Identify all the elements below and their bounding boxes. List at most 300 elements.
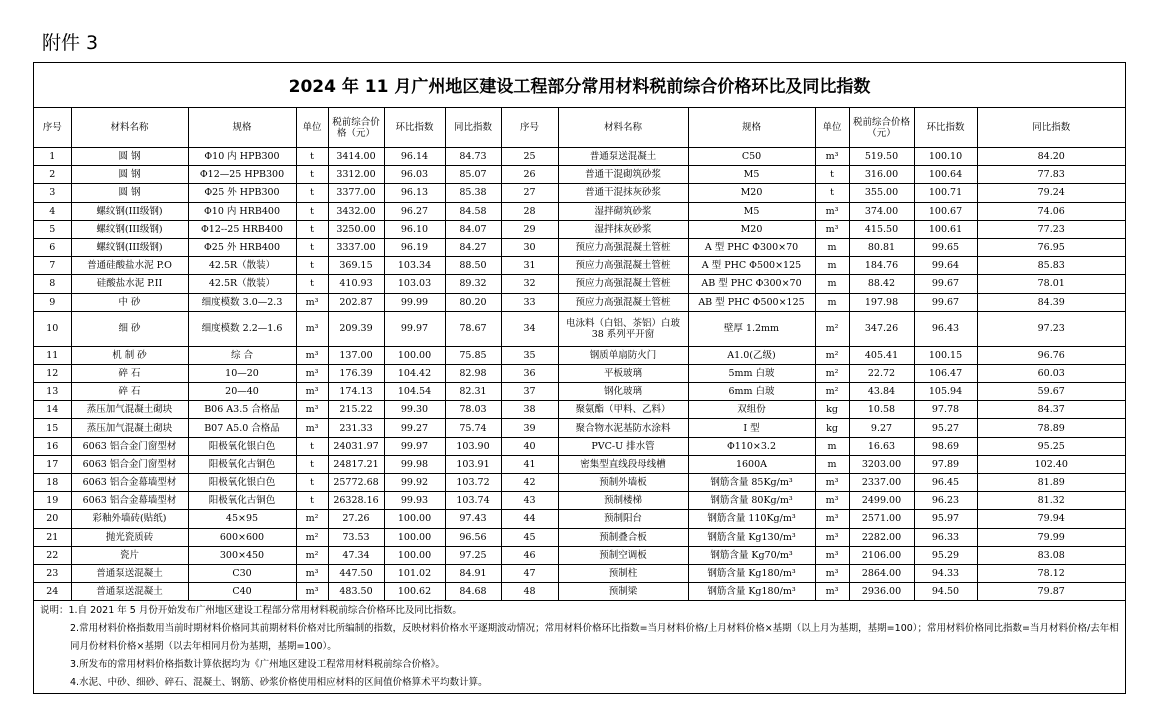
cell-material-name: 预应力高强混凝土管桩 [558, 238, 688, 256]
cell-mom-index: 99.92 [384, 474, 445, 492]
table-row [34, 184, 1125, 202]
cell-spec: 钢筋含量 Kg180/m³ [688, 564, 815, 582]
cell-index: 21 [34, 528, 71, 546]
cell-spec: 钢筋含量 110Kg/m³ [688, 510, 815, 528]
cell-unit: m² [296, 528, 328, 546]
cell-index: 8 [34, 275, 71, 293]
cell-yoy-index: 96.76 [977, 346, 1125, 364]
cell-mom-index: 100.00 [384, 546, 445, 564]
cell-yoy-index: 84.37 [977, 401, 1125, 419]
price-index-document [33, 62, 1126, 694]
cell-mom-index: 104.54 [384, 383, 445, 401]
table-row [34, 455, 1125, 473]
cell-material-name: 预制柱 [558, 564, 688, 582]
header-spec: 规格 [188, 108, 296, 148]
cell-unit: m³ [815, 220, 849, 238]
cell-yoy-index: 74.06 [977, 202, 1125, 220]
table-row [34, 546, 1125, 564]
cell-unit: m³ [815, 148, 849, 166]
cell-unit: m³ [815, 510, 849, 528]
table-row [34, 346, 1125, 364]
cell-yoy-index: 84.27 [445, 238, 501, 256]
header-price: 税前综合价格（元） [328, 108, 384, 148]
cell-unit: m³ [296, 583, 328, 601]
cell-yoy-index: 97.25 [445, 546, 501, 564]
cell-yoy-index: 80.20 [445, 293, 501, 311]
cell-price: 26328.16 [328, 492, 384, 510]
cell-material-name: 预应力高强混凝土管桩 [558, 257, 688, 275]
cell-spec: 壁厚 1.2mm [688, 311, 815, 346]
cell-mom-index: 96.23 [914, 492, 977, 510]
cell-unit: m³ [296, 346, 328, 364]
cell-index: 1 [34, 148, 71, 166]
cell-yoy-index: 88.50 [445, 257, 501, 275]
cell-material-name: 预制楼梯 [558, 492, 688, 510]
cell-index: 27 [501, 184, 558, 202]
cell-yoy-index: 96.56 [445, 528, 501, 546]
cell-mom-index: 95.29 [914, 546, 977, 564]
cell-yoy-index: 97.23 [977, 311, 1125, 346]
cell-index: 19 [34, 492, 71, 510]
cell-price: 174.13 [328, 383, 384, 401]
cell-mom-index: 99.98 [384, 455, 445, 473]
cell-price: 10.58 [849, 401, 914, 419]
cell-spec: 阳极氧化古铜色 [188, 492, 296, 510]
table-row [34, 419, 1125, 437]
cell-price: 80.81 [849, 238, 914, 256]
cell-unit: m² [815, 383, 849, 401]
cell-unit: kg [815, 419, 849, 437]
cell-material-name: 预制梁 [558, 583, 688, 601]
cell-material-name: 圆 钢 [71, 148, 188, 166]
cell-yoy-index: 79.24 [977, 184, 1125, 202]
cell-spec: 钢筋含量 Kg70/m³ [688, 546, 815, 564]
header-index: 序号 [34, 108, 71, 148]
notes-section [34, 601, 1125, 692]
header-price: 税前综合价格（元） [849, 108, 914, 148]
cell-spec: A 型 PHC Φ300×70 [688, 238, 815, 256]
cell-material-name: 聚合物水泥基防水涂料 [558, 419, 688, 437]
cell-spec: Φ25 外 HPB300 [188, 184, 296, 202]
cell-material-name: 6063 铝合金幕墙型材 [71, 492, 188, 510]
cell-price: 73.53 [328, 528, 384, 546]
cell-yoy-index: 78.03 [445, 401, 501, 419]
table-row [34, 492, 1125, 510]
cell-price: 176.39 [328, 364, 384, 382]
cell-unit: m² [815, 364, 849, 382]
cell-index: 15 [34, 419, 71, 437]
cell-spec: 阳极氧化古铜色 [188, 455, 296, 473]
cell-price: 519.50 [849, 148, 914, 166]
cell-price: 9.27 [849, 419, 914, 437]
cell-spec: 6mm 白玻 [688, 383, 815, 401]
cell-unit: m³ [815, 564, 849, 582]
cell-mom-index: 100.64 [914, 166, 977, 184]
cell-yoy-index: 78.12 [977, 564, 1125, 582]
cell-unit: t [296, 220, 328, 238]
cell-mom-index: 100.62 [384, 583, 445, 601]
cell-index: 22 [34, 546, 71, 564]
cell-price: 3377.00 [328, 184, 384, 202]
cell-unit: m³ [815, 474, 849, 492]
cell-index: 37 [501, 383, 558, 401]
cell-unit: t [296, 166, 328, 184]
header-mom-index: 环比指数 [384, 108, 445, 148]
cell-index: 25 [501, 148, 558, 166]
cell-unit: m³ [296, 564, 328, 582]
cell-spec: 1600A [688, 455, 815, 473]
cell-price: 43.84 [849, 383, 914, 401]
cell-index: 11 [34, 346, 71, 364]
cell-spec: 45×95 [188, 510, 296, 528]
cell-yoy-index: 89.32 [445, 275, 501, 293]
cell-mom-index: 99.27 [384, 419, 445, 437]
cell-price: 2936.00 [849, 583, 914, 601]
cell-material-name: 平板玻璃 [558, 364, 688, 382]
cell-spec: M20 [688, 220, 815, 238]
cell-mom-index: 99.30 [384, 401, 445, 419]
cell-mom-index: 97.89 [914, 455, 977, 473]
cell-spec: AB 型 PHC Φ500×125 [688, 293, 815, 311]
cell-mom-index: 96.14 [384, 148, 445, 166]
cell-price: 3203.00 [849, 455, 914, 473]
cell-index: 40 [501, 437, 558, 455]
cell-index: 26 [501, 166, 558, 184]
table-row [34, 474, 1125, 492]
cell-material-name: 普通泵送混凝土 [71, 583, 188, 601]
cell-yoy-index: 84.58 [445, 202, 501, 220]
cell-price: 22.72 [849, 364, 914, 382]
cell-index: 7 [34, 257, 71, 275]
cell-unit: m³ [815, 492, 849, 510]
cell-price: 447.50 [328, 564, 384, 582]
cell-yoy-index: 75.74 [445, 419, 501, 437]
cell-mom-index: 100.00 [384, 510, 445, 528]
header-index: 序号 [501, 108, 558, 148]
cell-spec: 细度模数 2.2—1.6 [188, 311, 296, 346]
cell-spec: M20 [688, 184, 815, 202]
note-4: 4.水泥、中砂、细砂、碎石、混凝土、钢筋、砂浆价格使用相应材料的区间值价格算术平均数计算。 [70, 677, 488, 689]
cell-yoy-index: 84.73 [445, 148, 501, 166]
cell-price: 2282.00 [849, 528, 914, 546]
cell-spec: Φ10 内 HRB400 [188, 202, 296, 220]
cell-index: 36 [501, 364, 558, 382]
cell-yoy-index: 59.67 [977, 383, 1125, 401]
cell-material-name: 细 砂 [71, 311, 188, 346]
cell-material-name: 6063 铝合金门窗型材 [71, 437, 188, 455]
cell-unit: m³ [815, 583, 849, 601]
cell-spec: 600×600 [188, 528, 296, 546]
cell-price: 410.93 [328, 275, 384, 293]
cell-price: 16.63 [849, 437, 914, 455]
cell-spec: Φ12—25 HPB300 [188, 166, 296, 184]
cell-price: 202.87 [328, 293, 384, 311]
cell-spec: 双组份 [688, 401, 815, 419]
cell-unit: m [815, 275, 849, 293]
cell-material-name: 螺纹钢(III级钢) [71, 220, 188, 238]
cell-material-name: 蒸压加气混凝土砌块 [71, 419, 188, 437]
cell-price: 215.22 [328, 401, 384, 419]
cell-mom-index: 100.67 [914, 202, 977, 220]
cell-price: 197.98 [849, 293, 914, 311]
cell-yoy-index: 97.43 [445, 510, 501, 528]
cell-price: 3337.00 [328, 238, 384, 256]
cell-material-name: PVC-U 排水管 [558, 437, 688, 455]
cell-unit: t [296, 437, 328, 455]
cell-spec: 10—20 [188, 364, 296, 382]
cell-price: 415.50 [849, 220, 914, 238]
cell-material-name: 中 砂 [71, 293, 188, 311]
cell-unit: t [296, 455, 328, 473]
cell-material-name: 钢质单扇防火门 [558, 346, 688, 364]
cell-spec: Φ10 内 HPB300 [188, 148, 296, 166]
cell-index: 39 [501, 419, 558, 437]
cell-unit: t [296, 257, 328, 275]
cell-unit: m³ [296, 401, 328, 419]
cell-mom-index: 106.47 [914, 364, 977, 382]
cell-spec: Φ12--25 HRB400 [188, 220, 296, 238]
cell-spec: I 型 [688, 419, 815, 437]
cell-index: 13 [34, 383, 71, 401]
cell-mom-index: 100.00 [384, 346, 445, 364]
cell-unit: t [815, 166, 849, 184]
cell-index: 24 [34, 583, 71, 601]
cell-mom-index: 100.71 [914, 184, 977, 202]
cell-mom-index: 96.10 [384, 220, 445, 238]
cell-spec: 钢筋含量 85Kg/m³ [688, 474, 815, 492]
table-row [34, 583, 1125, 601]
cell-material-name: 6063 铝合金幕墙型材 [71, 474, 188, 492]
header-material-name: 材料名称 [71, 108, 188, 148]
cell-price: 316.00 [849, 166, 914, 184]
cell-yoy-index: 79.99 [977, 528, 1125, 546]
cell-yoy-index: 103.74 [445, 492, 501, 510]
cell-material-name: 预应力高强混凝土管桩 [558, 275, 688, 293]
cell-index: 32 [501, 275, 558, 293]
table-row [34, 311, 1125, 346]
header-yoy-index: 同比指数 [977, 108, 1125, 148]
cell-index: 6 [34, 238, 71, 256]
cell-material-name: 预制外墙板 [558, 474, 688, 492]
cell-unit: kg [815, 401, 849, 419]
cell-index: 34 [501, 311, 558, 346]
cell-unit: m [815, 455, 849, 473]
cell-yoy-index: 60.03 [977, 364, 1125, 382]
cell-spec: M5 [688, 166, 815, 184]
cell-price: 2864.00 [849, 564, 914, 582]
cell-index: 23 [34, 564, 71, 582]
cell-yoy-index: 84.07 [445, 220, 501, 238]
cell-price: 374.00 [849, 202, 914, 220]
cell-price: 137.00 [328, 346, 384, 364]
table-row [34, 257, 1125, 275]
cell-index: 43 [501, 492, 558, 510]
note-1: 说明：1.自 2021 年 5 月份开始发布广州地区建设工程部分常用材料税前综合价格环比及同比指数。 [40, 605, 462, 617]
table-row [34, 220, 1125, 238]
cell-index: 30 [501, 238, 558, 256]
cell-yoy-index: 95.25 [977, 437, 1125, 455]
cell-material-name: 普通硅酸盐水泥 P.O [71, 257, 188, 275]
header-unit: 单位 [296, 108, 328, 148]
cell-price: 25772.68 [328, 474, 384, 492]
cell-unit: m³ [815, 546, 849, 564]
cell-mom-index: 95.27 [914, 419, 977, 437]
cell-spec: 阳极氧化银白色 [188, 474, 296, 492]
cell-material-name: 螺纹钢(III级钢) [71, 202, 188, 220]
cell-unit: t [296, 184, 328, 202]
cell-unit: t [296, 275, 328, 293]
cell-price: 2499.00 [849, 492, 914, 510]
cell-material-name: 螺纹钢(III级钢) [71, 238, 188, 256]
cell-price: 2106.00 [849, 546, 914, 564]
table-row [34, 275, 1125, 293]
cell-material-name: 湿拌抹灰砂浆 [558, 220, 688, 238]
cell-spec: 综 合 [188, 346, 296, 364]
cell-spec: C50 [688, 148, 815, 166]
cell-mom-index: 100.10 [914, 148, 977, 166]
cell-unit: m² [815, 311, 849, 346]
cell-mom-index: 99.65 [914, 238, 977, 256]
cell-spec: M5 [688, 202, 815, 220]
cell-yoy-index: 77.83 [977, 166, 1125, 184]
cell-price: 88.42 [849, 275, 914, 293]
cell-mom-index: 100.61 [914, 220, 977, 238]
document-title: 2024 年 11 月广州地区建设工程部分常用材料税前综合价格环比及同比指数 [34, 63, 1125, 108]
table-row [34, 202, 1125, 220]
cell-yoy-index: 79.94 [977, 510, 1125, 528]
cell-price: 209.39 [328, 311, 384, 346]
cell-yoy-index: 78.67 [445, 311, 501, 346]
cell-mom-index: 96.13 [384, 184, 445, 202]
cell-index: 42 [501, 474, 558, 492]
cell-material-name: 湿拌砌筑砂浆 [558, 202, 688, 220]
cell-mom-index: 99.99 [384, 293, 445, 311]
cell-index: 9 [34, 293, 71, 311]
cell-spec: A1.0(乙级) [688, 346, 815, 364]
cell-price: 231.33 [328, 419, 384, 437]
cell-material-name: 普通干混抹灰砂浆 [558, 184, 688, 202]
cell-index: 16 [34, 437, 71, 455]
cell-unit: m² [815, 346, 849, 364]
cell-yoy-index: 83.08 [977, 546, 1125, 564]
cell-index: 33 [501, 293, 558, 311]
cell-yoy-index: 102.40 [977, 455, 1125, 473]
cell-price: 405.41 [849, 346, 914, 364]
cell-yoy-index: 84.39 [977, 293, 1125, 311]
cell-spec: B07 A5.0 合格品 [188, 419, 296, 437]
cell-material-name: 聚氨酯（甲料、乙料） [558, 401, 688, 419]
cell-unit: t [296, 474, 328, 492]
cell-unit: m² [296, 510, 328, 528]
cell-unit: m³ [815, 528, 849, 546]
cell-yoy-index: 82.98 [445, 364, 501, 382]
cell-mom-index: 103.34 [384, 257, 445, 275]
cell-price: 24817.21 [328, 455, 384, 473]
cell-mom-index: 98.69 [914, 437, 977, 455]
cell-mom-index: 96.33 [914, 528, 977, 546]
cell-mom-index: 100.15 [914, 346, 977, 364]
cell-price: 355.00 [849, 184, 914, 202]
cell-yoy-index: 81.32 [977, 492, 1125, 510]
cell-price: 27.26 [328, 510, 384, 528]
cell-mom-index: 99.93 [384, 492, 445, 510]
table-row [34, 437, 1125, 455]
cell-index: 29 [501, 220, 558, 238]
cell-index: 3 [34, 184, 71, 202]
cell-price: 2337.00 [849, 474, 914, 492]
cell-mom-index: 105.94 [914, 383, 977, 401]
cell-yoy-index: 85.83 [977, 257, 1125, 275]
cell-material-name: 碎 石 [71, 364, 188, 382]
cell-material-name: 硅酸盐水泥 P.II [71, 275, 188, 293]
cell-price: 3250.00 [328, 220, 384, 238]
cell-yoy-index: 85.38 [445, 184, 501, 202]
cell-yoy-index: 81.89 [977, 474, 1125, 492]
cell-index: 48 [501, 583, 558, 601]
cell-spec: 300×450 [188, 546, 296, 564]
cell-spec: B06 A3.5 合格品 [188, 401, 296, 419]
cell-yoy-index: 77.23 [977, 220, 1125, 238]
cell-spec: 5mm 白玻 [688, 364, 815, 382]
cell-spec: 细度模数 3.0—2.3 [188, 293, 296, 311]
table-body [34, 148, 1125, 601]
cell-mom-index: 104.42 [384, 364, 445, 382]
cell-index: 35 [501, 346, 558, 364]
cell-unit: t [296, 202, 328, 220]
table-row [34, 528, 1125, 546]
cell-spec: C40 [188, 583, 296, 601]
table-row [34, 401, 1125, 419]
cell-spec: 钢筋含量 80Kg/m³ [688, 492, 815, 510]
cell-yoy-index: 78.89 [977, 419, 1125, 437]
cell-material-name: 密集型直线段母线槽 [558, 455, 688, 473]
cell-mom-index: 94.50 [914, 583, 977, 601]
cell-material-name: 抛光瓷质砖 [71, 528, 188, 546]
cell-index: 14 [34, 401, 71, 419]
cell-price: 24031.97 [328, 437, 384, 455]
cell-index: 45 [501, 528, 558, 546]
cell-index: 31 [501, 257, 558, 275]
cell-material-name: 碎 石 [71, 383, 188, 401]
cell-material-name: 6063 铝合金门窗型材 [71, 455, 188, 473]
cell-index: 38 [501, 401, 558, 419]
cell-unit: t [296, 148, 328, 166]
header-mom-index: 环比指数 [914, 108, 977, 148]
cell-material-name: 钢化玻璃 [558, 383, 688, 401]
price-index-table [34, 108, 1125, 601]
cell-mom-index: 96.27 [384, 202, 445, 220]
cell-material-name: 预制阳台 [558, 510, 688, 528]
cell-unit: t [815, 184, 849, 202]
cell-spec: 阳极氧化银白色 [188, 437, 296, 455]
cell-price: 3432.00 [328, 202, 384, 220]
cell-yoy-index: 84.91 [445, 564, 501, 582]
cell-spec: AB 型 PHC Φ300×70 [688, 275, 815, 293]
cell-index: 47 [501, 564, 558, 582]
table-row [34, 510, 1125, 528]
cell-mom-index: 100.00 [384, 528, 445, 546]
attachment-label: 附件 3 [42, 32, 99, 54]
cell-unit: m³ [296, 293, 328, 311]
cell-index: 17 [34, 455, 71, 473]
cell-mom-index: 96.19 [384, 238, 445, 256]
cell-unit: m [815, 238, 849, 256]
cell-material-name: 预制空调板 [558, 546, 688, 564]
cell-yoy-index: 103.91 [445, 455, 501, 473]
cell-index: 4 [34, 202, 71, 220]
cell-price: 3414.00 [328, 148, 384, 166]
cell-spec: 钢筋含量 Kg130/m³ [688, 528, 815, 546]
